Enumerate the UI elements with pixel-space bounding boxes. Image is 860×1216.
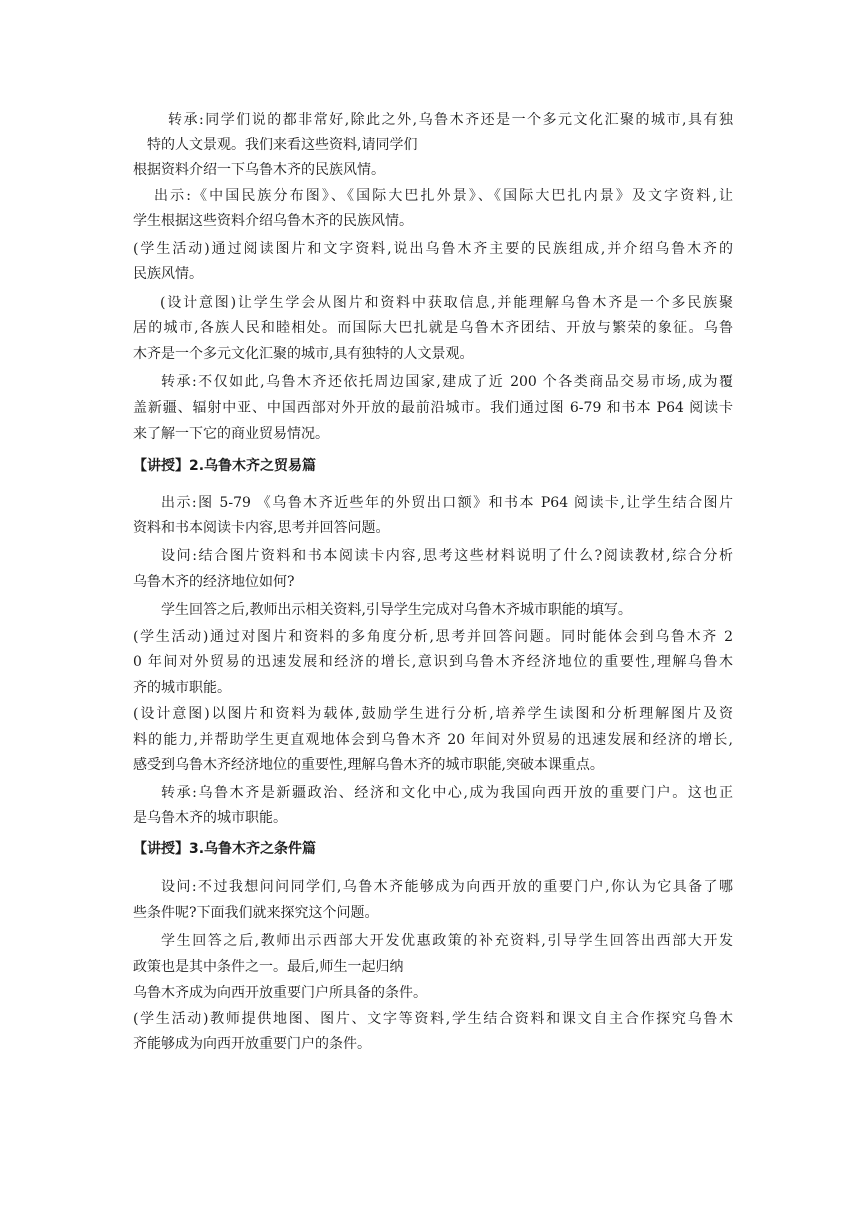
- paragraph-line: 转承:乌鲁木齐是新疆政治、经济和文化中心,成为我国向西开放的重要门户。这也正: [161, 785, 733, 801]
- paragraph-line: 政策也是其中条件之一。最后,师生一起归纳: [133, 959, 404, 975]
- paragraph-line: (学生活动)通过阅读图片和文字资料,说出乌鲁木齐主要的民族组成,并介绍乌鲁木齐的: [133, 241, 733, 257]
- paragraph-line: (学生活动)教师提供地图、图片、文字等资料,学生结合资料和课文自主合作探究乌鲁木: [133, 1011, 733, 1027]
- paragraph-line: 料的能力,并帮助学生更直观地体会到乌鲁木齐 20 年间对外贸易的迅速发展和经济的增长,: [133, 732, 733, 748]
- paragraph-line: 居的城市,各族人民和睦相处。而国际大巴扎就是乌鲁木齐团结、开放与繁荣的象征。乌鲁: [133, 320, 733, 336]
- section-heading: 【讲授】2.乌鲁木齐之贸易篇: [133, 458, 317, 474]
- paragraph-line: 转承:同学们说的都非常好,除此之外,乌鲁木齐还是一个多元文化汇聚的城市,具有独: [168, 112, 733, 128]
- paragraph-line: (设计意图)以图片和资料为载体,鼓励学生进行分析,培养学生读图和分析理解图片及资: [133, 706, 733, 722]
- paragraph-line: 设问:结合图片资料和书本阅读卡内容,思考这些材料说明了什么?阅读教材,综合分析: [161, 548, 733, 564]
- paragraph-line: 来了解一下它的商业贸易情况。: [133, 426, 329, 442]
- paragraph-line: 资料和书本阅读卡内容,思考并回答问题。: [133, 520, 390, 536]
- section-heading: 【讲授】3.乌鲁木齐之条件篇: [133, 841, 317, 857]
- paragraph-line: (设计意图)让学生学会从图片和资料中获取信息,并能理解乌鲁木齐是一个多民族聚: [160, 295, 733, 311]
- paragraph-line: 些条件呢?下面我们就来探究这个问题。: [133, 905, 379, 921]
- paragraph-line: 出示:《中国民族分布图》、《国际大巴扎外景》、《国际大巴扎内景》及文字资料,让: [154, 188, 733, 204]
- paragraph-line: 学生回答之后,教师出示相关资料,引导学生完成对乌鲁木齐城市职能的填写。: [161, 602, 632, 618]
- paragraph-line: 转承:不仅如此,乌鲁木齐还依托周边国家,建成了近 200 个各类商品交易市场,成为覆: [161, 374, 733, 390]
- paragraph-line: 乌鲁木齐成为向西开放重要门户所具备的条件。: [133, 985, 427, 1001]
- paragraph-line: 民族风情。: [133, 266, 203, 282]
- paragraph-line: 乌鲁木齐的经济地位如何?: [133, 574, 295, 590]
- paragraph-line: 0 年间对外贸易的迅速发展和经济的增长,意识到乌鲁木齐经济地位的重要性,理解乌鲁木: [133, 654, 733, 670]
- paragraph-line: 盖新疆、辐射中亚、中国西部对外开放的最前沿城市。我们通过图 6-79 和书本 P64 阅读卡: [133, 400, 733, 416]
- paragraph-line: 是乌鲁木齐的城市职能。: [133, 810, 287, 826]
- paragraph-line: 齐的城市职能。: [133, 680, 231, 696]
- paragraph-line: (学生活动)通过对图片和资料的多角度分析,思考并回答问题。同时能体会到乌鲁木齐 2: [133, 629, 733, 645]
- paragraph-line: 学生根据这些资料介绍乌鲁木齐的民族风情。: [133, 213, 413, 229]
- paragraph-line: 设问:不过我想问问同学们,乌鲁木齐能够成为向西开放的重要门户,你认为它具备了哪: [161, 879, 733, 895]
- paragraph-line: 特的人文景观。我们来看这些资料,请同学们: [147, 137, 418, 153]
- paragraph-line: 学生回答之后,教师出示西部大开发优惠政策的补充资料,引导学生回答出西部大开发: [161, 933, 733, 949]
- paragraph-line: 出示:图 5-79 《乌鲁木齐近些年的外贸出口额》和书本 P64 阅读卡,让学生结合图片: [161, 495, 733, 511]
- paragraph-line: 根据资料介绍一下乌鲁木齐的民族风情。: [133, 162, 385, 178]
- paragraph-line: 木齐是一个多元文化汇聚的城市,具有独特的人文景观。: [133, 346, 474, 362]
- paragraph-line: 齐能够成为向西开放重要门户的条件。: [133, 1036, 371, 1052]
- paragraph-line: 感受到乌鲁木齐经济地位的重要性,理解乌鲁木齐的城市职能,突破本课重点。: [133, 757, 604, 773]
